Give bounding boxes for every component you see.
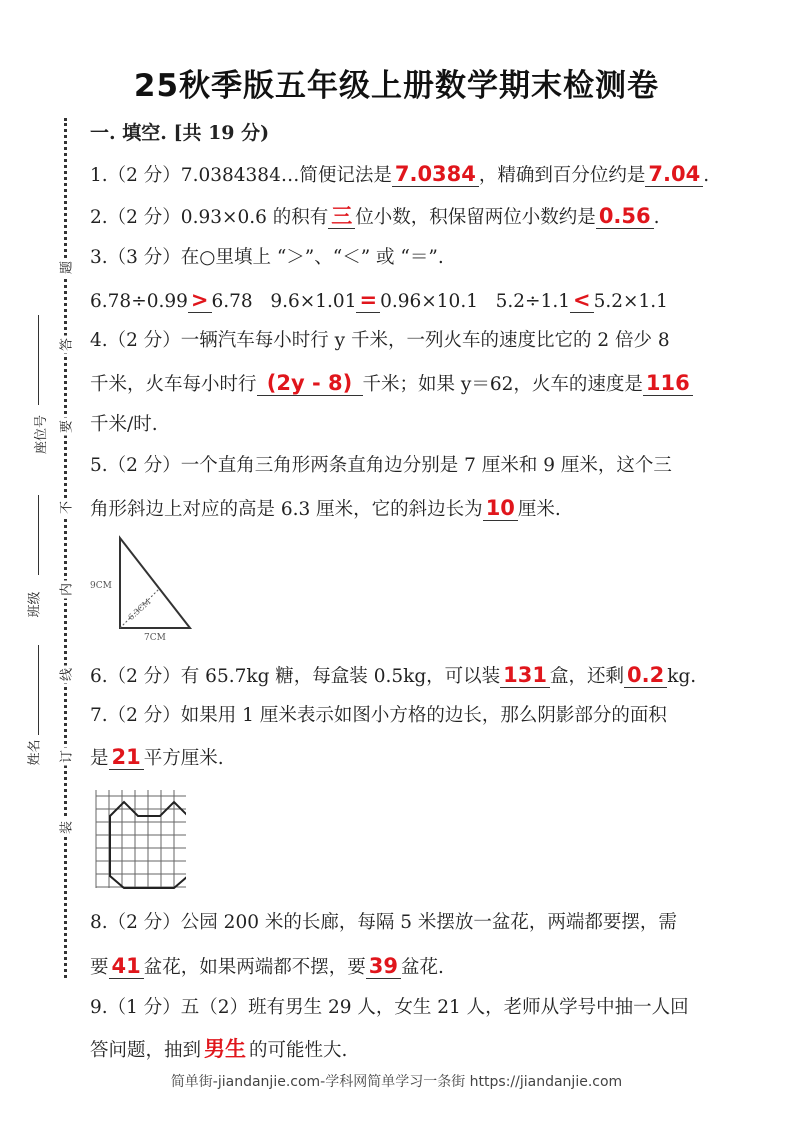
q4-text: 千米，火车每小时行 xyxy=(90,374,257,395)
q6-answer-1[interactable]: 131 xyxy=(500,663,550,688)
expr: 5.2×1.1 xyxy=(593,291,668,312)
expr: 0.96×10.1 xyxy=(380,291,478,312)
binding-char: 线 xyxy=(56,666,75,684)
q3-answer-2[interactable]: = xyxy=(356,288,380,313)
q9-text: 的可能性大. xyxy=(249,1040,348,1061)
binding-char: 装 xyxy=(56,819,75,837)
question-7: 7.（2 分）如果用 1 厘米表示如图小方格的边长，那么阴影部分的面积 xyxy=(90,705,667,726)
q9-text: 答问题，抽到 xyxy=(90,1040,202,1061)
q5-answer-1[interactable]: 10 xyxy=(483,496,518,521)
q6-text: 6.（2 分）有 65.7kg 糖，每盒装 0.5kg，可以装 xyxy=(90,666,501,687)
q6-answer-2[interactable]: 0.2 xyxy=(624,663,667,688)
question-6 xyxy=(90,663,696,690)
q4-answer-1[interactable]: (2y - 8) xyxy=(257,371,363,396)
binding-dotted-line xyxy=(64,118,67,978)
question-8-line2 xyxy=(90,954,444,981)
question-5-line2 xyxy=(90,496,561,523)
q1-answer-1[interactable] xyxy=(392,162,479,187)
question-9: 9.（1 分）五（2）班有男生 29 人，女生 21 人，老师从学号中抽一人回 xyxy=(90,997,689,1018)
q8-answer-1[interactable]: 41 xyxy=(109,954,144,979)
binding-char: 不 xyxy=(56,499,75,517)
q8-text: 盆花，如果两端都不摆，要 xyxy=(143,957,366,978)
binding-char: 答 xyxy=(56,336,75,354)
q2-answer-1[interactable]: 三 xyxy=(328,204,355,229)
question-2 xyxy=(90,204,660,231)
q1-text: 1.（2 分）7.0384384…简便记法是 xyxy=(90,165,392,186)
question-7-line2 xyxy=(90,745,224,772)
q8-answer-2[interactable]: 39 xyxy=(366,954,401,979)
q1-text: . xyxy=(703,165,710,186)
q2-answer-2[interactable]: 0.56 xyxy=(596,204,654,229)
seat-blank[interactable] xyxy=(38,315,39,405)
question-1 xyxy=(90,162,709,189)
binding-char: 内 xyxy=(56,581,75,599)
footer-watermark: 简单街-jiandanjie.com-学科网简单学习一条街 https://jiandanjie.com xyxy=(170,1074,623,1090)
q2-text: 2.（2 分）0.93×0.6 的积有 xyxy=(90,207,329,228)
q6-text: 盒，还剩 xyxy=(550,666,625,687)
binding-char: 订 xyxy=(56,748,75,766)
class-blank[interactable] xyxy=(38,495,39,575)
q3-answer-3[interactable]: < xyxy=(570,288,594,313)
q8-text: 盆花. xyxy=(401,957,444,978)
question-4-line2 xyxy=(90,371,693,398)
class-label: 班级 xyxy=(27,591,43,618)
q2-text: 位小数，积保留两位小数约是 xyxy=(355,207,596,228)
answer-text: 7.0384 xyxy=(394,162,476,186)
question-4: 4.（2 分）一辆汽车每小时行 y 千米，一列火车的速度比它的 2 倍少 8 xyxy=(90,330,670,351)
q6-text: kg. xyxy=(667,666,697,687)
q4-text: 千米；如果 y＝62，火车的速度是 xyxy=(362,374,643,395)
q7-text: 是 xyxy=(90,748,109,769)
question-3: 3.（3 分）在○里填上 “＞”、“＜” 或 “＝”. xyxy=(90,247,444,268)
q9-answer-1[interactable]: 男生 xyxy=(204,1037,247,1061)
expr: 5.2÷1.1 xyxy=(495,291,570,312)
grid-figure xyxy=(90,790,186,890)
expr: 9.6×1.01 xyxy=(270,291,357,312)
height-label: 6.3CM xyxy=(126,597,153,622)
question-3-expressions xyxy=(90,288,668,315)
section-heading: 一. 填空. [共 19 分) xyxy=(90,122,270,144)
side-a-label: 9CM xyxy=(90,581,112,591)
q7-answer-1[interactable]: 21 xyxy=(109,745,144,770)
q8-text: 要 xyxy=(90,957,109,978)
question-9-line2 xyxy=(90,1037,347,1064)
triangle-figure xyxy=(88,532,218,644)
q3-answer-1[interactable]: > xyxy=(188,288,212,313)
q5-text: 角形斜边上对应的高是 6.3 厘米，它的斜边长为 xyxy=(90,499,483,520)
name-blank[interactable] xyxy=(38,645,39,735)
q1-text: ，精确到百分位约是 xyxy=(478,165,646,186)
seat-label: 座位号 xyxy=(34,414,50,455)
expr: 6.78÷0.99 xyxy=(90,291,188,312)
binding-char: 题 xyxy=(56,259,75,277)
question-8: 8.（2 分）公园 200 米的长廊，每隔 5 米摆放一盆花，两端都要摆，需 xyxy=(90,912,677,933)
name-label: 姓名 xyxy=(27,739,43,766)
q1-answer-2[interactable]: 7.04 xyxy=(645,162,703,187)
binding-char: 要 xyxy=(56,418,75,436)
q4-answer-2[interactable]: 116 xyxy=(643,371,693,396)
side-b-label: 7CM xyxy=(144,633,166,643)
question-5: 5.（2 分）一个直角三角形两条直角边分别是 7 厘米和 9 厘米，这个三 xyxy=(90,455,672,476)
q7-text: 平方厘米. xyxy=(143,748,224,769)
page-title: 25秋季版五年级上册数学期末检测卷 xyxy=(133,68,660,104)
q5-text: 厘米. xyxy=(517,499,561,520)
q2-text: . xyxy=(653,207,660,228)
expr: 6.78 xyxy=(211,291,253,312)
question-4-line3: 千米/时. xyxy=(90,414,158,435)
